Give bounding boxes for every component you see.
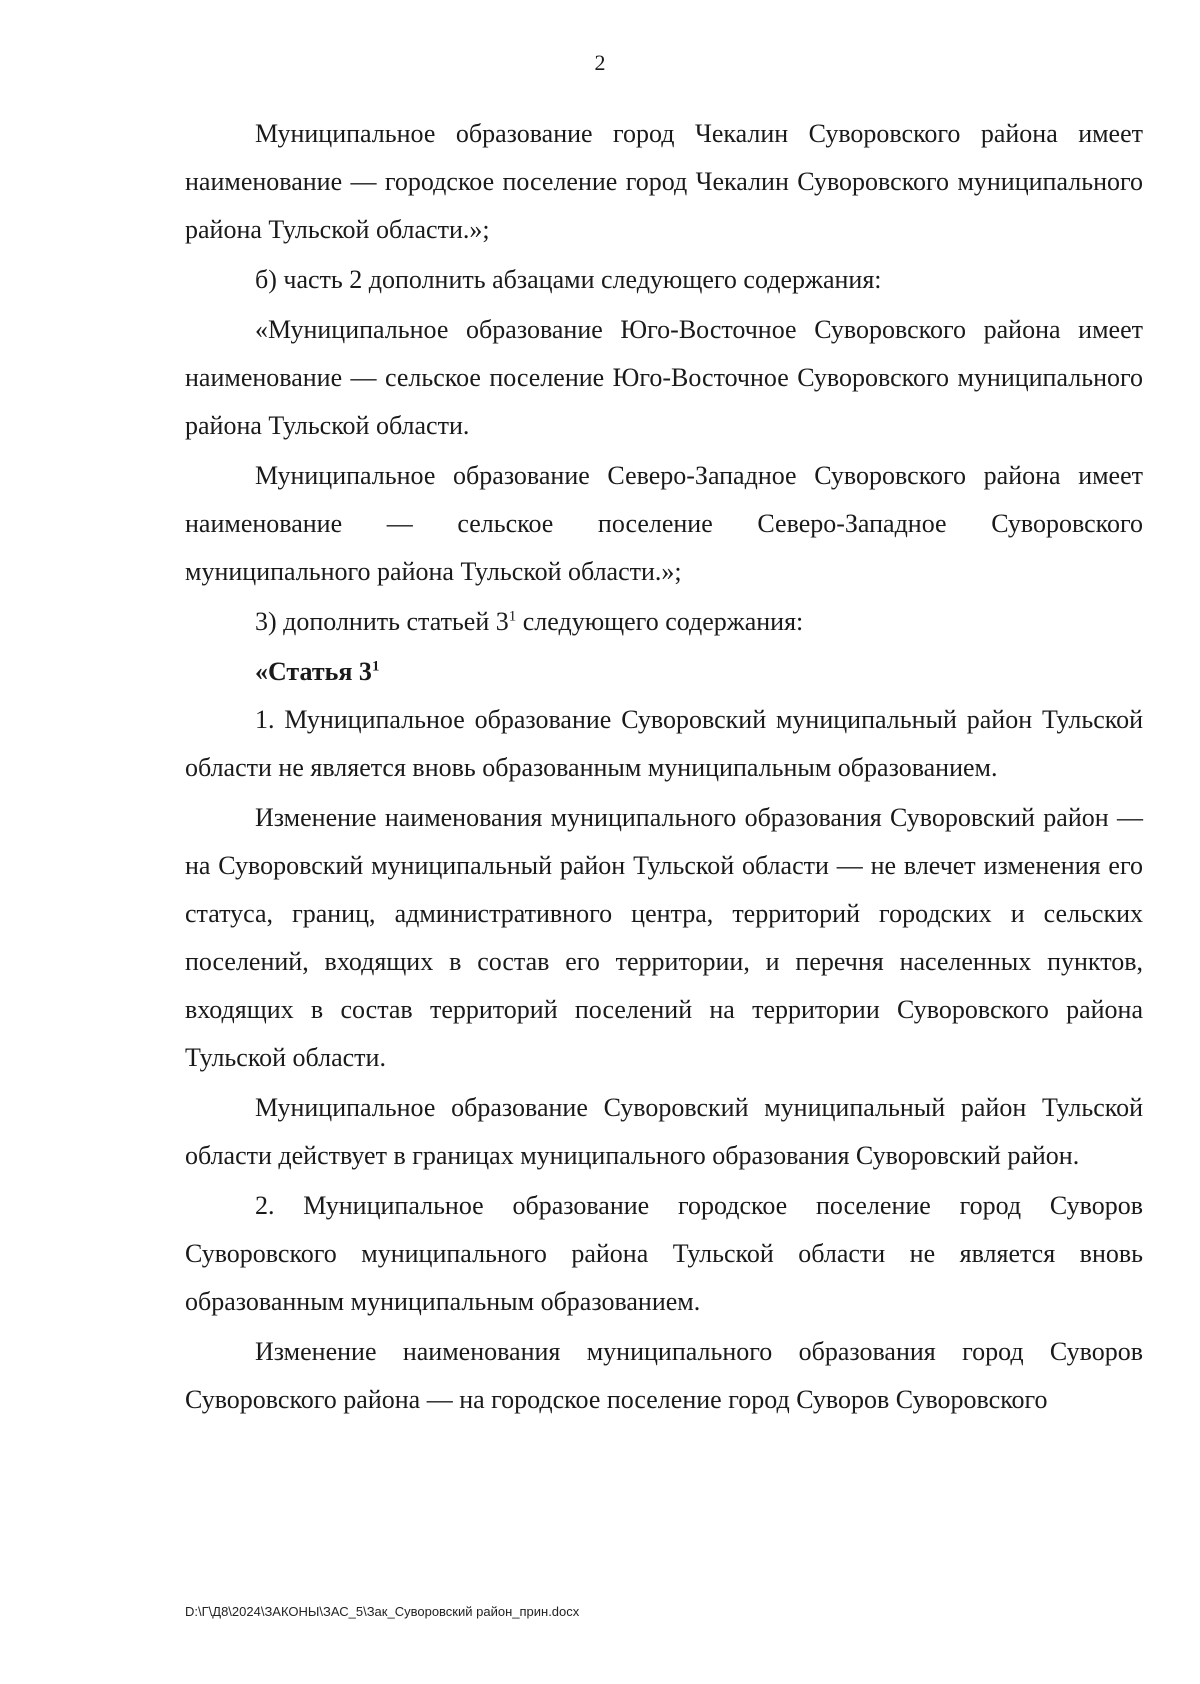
article-paragraph-2: 2. Муниципальное образование городское поселение город Суворов Суворовского муниципального района Тульской области не является вновь образованным муниципальным образованием. xyxy=(185,1191,1143,1316)
paragraph-add-article xyxy=(185,598,1143,646)
add-article-prefix: 3) дополнить статьей 3 xyxy=(255,607,509,636)
paragraph-yugo-vostochnoe: «Муниципальное образование Юго-Восточное Суворовского района имеет наименование — сельское поселение Юго-Восточное Суворовского муниципального района Тульской области. xyxy=(185,315,1143,440)
article-heading-text: «Статья 3 xyxy=(255,657,372,686)
page-number: 2 xyxy=(594,50,606,75)
article-paragraph-1: 1. Муниципальное образование Суворовский муниципальный район Тульской области не является вновь образованным муниципальным образованием. xyxy=(185,705,1143,782)
article-paragraph-boundaries: Муниципальное образование Суворовский муниципальный район Тульской области действует в границах муниципального образования Суворовский район. xyxy=(185,1093,1143,1170)
footer-file-path: D:\Г\Д8\2024\ЗАКОНЫ\ЗАС_5\Зак_Суворовский район_прин.docx xyxy=(185,1604,580,1619)
paragraph-chekalin: Муниципальное образование город Чекалин Суворовского района имеет наименование — городское поселение город Чекалин Суворовского муниципального района Тульской области.»; xyxy=(185,119,1143,244)
article-paragraph-name-change-city: Изменение наименования муниципального образования город Суворов Суворовского района — на городское поселение город Суворов Суворовского xyxy=(185,1337,1143,1414)
paragraph-severo-zapadnoe: Муниципальное образование Северо-Западное Суворовского района имеет наименование — сельское поселение Северо-Западное Суворовского муниципального района Тульской области.»; xyxy=(185,461,1143,586)
add-article-superscript: 1 xyxy=(508,608,517,625)
paragraph-part-2-amendment: б) часть 2 дополнить абзацами следующего содержания: xyxy=(255,265,882,294)
article-heading xyxy=(185,648,1143,696)
article-paragraph-name-change-district: Изменение наименования муниципального образования Суворовский район — на Суворовский муниципальный район Тульской области — не влечет изменения его статуса, границ, административного центра, территорий городских и сельских поселений, входящих в состав его территории, и перечня населенных пунктов, входящих в состав территорий поселений на территории Суворовского района Тульской области. xyxy=(185,803,1143,1072)
article-heading-superscript: 1 xyxy=(371,658,380,675)
add-article-suffix: следующего содержания: xyxy=(516,607,804,636)
document-body xyxy=(185,110,1143,1426)
